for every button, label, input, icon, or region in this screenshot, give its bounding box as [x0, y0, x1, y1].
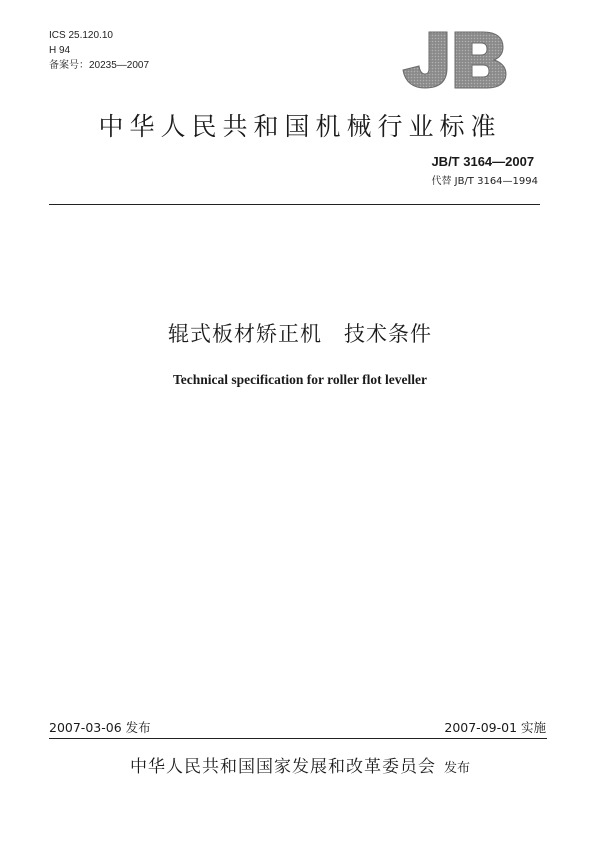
issuer-suffix: 发布 [443, 761, 470, 776]
metadata-block [49, 28, 149, 73]
title-chinese: 辊式板材矫正机 技术条件 [168, 322, 432, 346]
standard-number: JB/T 3164—2007 [431, 154, 535, 169]
top-divider [49, 204, 540, 205]
replaces-standard: 代替 JB/T 3164—1994 [431, 176, 538, 187]
filing-number: 备案号：20235—2007 [49, 60, 150, 71]
issuer-name: 中华人民共和国国家发展和改革委员会 [129, 757, 436, 777]
implementation-date: 2007-09-01 实施 [444, 720, 546, 735]
publish-date: 2007-03-06 发布 [49, 720, 151, 735]
ics-code: ICS 25.120.10 [49, 30, 113, 41]
jb-logo [395, 28, 511, 90]
org-title: 中华人民共和国机械行业标准 [98, 112, 502, 141]
bottom-divider [49, 738, 547, 739]
title-english: Technical specification for roller flot leveller [172, 372, 428, 387]
standard-number-block [431, 154, 538, 187]
classification-code: H 94 [49, 45, 71, 56]
issuer-line [0, 752, 600, 777]
